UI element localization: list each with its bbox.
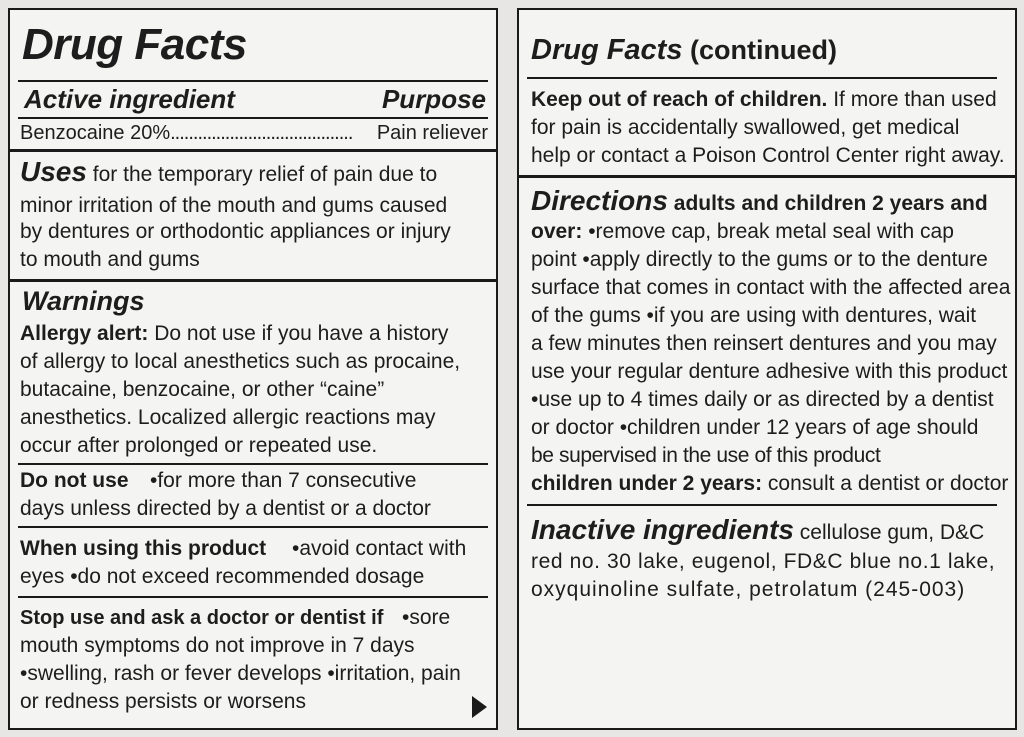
ingredient-purpose: Pain reliever (376, 122, 488, 144)
stop-use (20, 604, 383, 632)
continued-title-suffix: (continued) (682, 35, 837, 65)
directions-line: •use up to 4 times daily or as directed by a dentist (531, 388, 994, 411)
directions-line: use your regular denture adhesive with this product (531, 360, 1008, 383)
uses-heading: Uses (20, 156, 87, 187)
drug-facts-panel-right (517, 8, 1017, 730)
inactive-heading: Inactive ingredients (531, 514, 794, 545)
continue-arrow-icon (472, 696, 487, 718)
divider (18, 526, 488, 528)
directions-line: be supervised in the use of this product (531, 444, 881, 467)
divider (527, 77, 997, 79)
inactive-line: oxyquinoline sulfate, petrolatum (245-003) (531, 578, 966, 601)
warnings-heading: Warnings (22, 286, 145, 316)
allergy-label: Allergy alert: (20, 322, 149, 345)
stop-use-line: or redness persists or worsens (20, 690, 306, 713)
directions-audience: adults and children 2 years and (667, 192, 988, 215)
directions-line: surface that comes in contact with the affected area (531, 276, 1011, 299)
when-using-line: •avoid contact with (292, 537, 467, 560)
allergy-alert (20, 320, 448, 348)
purpose-heading: Purpose (381, 84, 486, 114)
children-under-2 (531, 470, 1008, 498)
do-not-use (20, 467, 129, 495)
do-not-use-line: •for more than 7 consecutive (150, 469, 417, 492)
directions-line: •remove cap, break metal seal with cap (582, 220, 954, 243)
continued-title (531, 34, 837, 67)
directions-section (531, 187, 988, 218)
keep-out-of-reach (531, 86, 997, 114)
allergy-line: of allergy to local anesthetics such as procaine, (20, 350, 461, 373)
allergy-line: anesthetics. Localized allergic reactions may (20, 406, 436, 429)
ingredient-dots: ........................................ (170, 122, 353, 144)
stop-use-line: mouth symptoms do not improve in 7 days (20, 634, 415, 657)
continued-title-main: Drug Facts (531, 34, 683, 66)
inactive-line: red no. 30 lake, eugenol, FD&C blue no.1 lake, (531, 550, 996, 573)
stop-use-line: •sore (402, 606, 451, 629)
do-not-use-line: days unless directed by a dentist or a doctor (20, 497, 431, 520)
stop-use-label: Stop use and ask a doctor or dentist if (20, 607, 384, 629)
ingredient-name: Benzocaine 20% (20, 122, 171, 144)
when-using-line: eyes •do not exceed recommended dosage (20, 565, 425, 588)
divider (519, 175, 1015, 178)
drug-facts-panel-left (8, 8, 498, 730)
directions-line: or doctor •children under 12 years of age should (531, 416, 979, 439)
uses-section (20, 158, 437, 189)
directions-line: point •apply directly to the gums or to the denture (531, 248, 988, 271)
uses-line: to mouth and gums (20, 248, 200, 271)
divider (527, 504, 997, 506)
divider (18, 80, 488, 82)
do-not-use-label: Do not use (20, 469, 129, 492)
keep-out-line: If more than used (827, 88, 997, 111)
inactive-ingredients (531, 516, 984, 547)
divider (18, 463, 488, 465)
stop-use-line: •swelling, rash or fever develops •irritation, pain (20, 662, 461, 685)
keep-out-line: for pain is accidentally swallowed, get medical (531, 116, 960, 139)
divider (18, 596, 488, 598)
children-under-2-label: children under 2 years: (531, 472, 763, 495)
divider (10, 279, 496, 282)
allergy-line: Do not use if you have a history (148, 322, 449, 345)
directions-heading: Directions (531, 185, 668, 216)
directions-line: of the gums •if you are using with dentures, wait (531, 304, 977, 327)
allergy-line: butacaine, benzocaine, or other “caine” (20, 378, 385, 401)
keep-out-label: Keep out of reach of children. (531, 88, 828, 111)
when-using (20, 535, 266, 563)
uses-line: minor irritation of the mouth and gums caused (20, 194, 448, 217)
ingredient-line (20, 119, 352, 147)
directions-line-first (531, 218, 954, 246)
uses-line: by dentures or orthodontic appliances or injury (20, 220, 451, 243)
inactive-line: cellulose gum, D&C (793, 521, 985, 544)
drug-facts-title: Drug Facts (22, 20, 247, 69)
keep-out-line: help or contact a Poison Control Center right away. (531, 144, 1005, 167)
divider (10, 149, 496, 152)
when-using-label: When using this product (20, 537, 267, 560)
active-ingredient-heading: Active ingredient (24, 84, 235, 114)
allergy-line: occur after prolonged or repeated use. (20, 434, 378, 457)
children-under-2-text: consult a dentist or doctor (762, 472, 1009, 495)
directions-line: a few minutes then reinsert dentures and you may (531, 332, 997, 355)
directions-over-label: over: (531, 220, 583, 243)
uses-line: for the temporary relief of pain due to (86, 163, 438, 186)
